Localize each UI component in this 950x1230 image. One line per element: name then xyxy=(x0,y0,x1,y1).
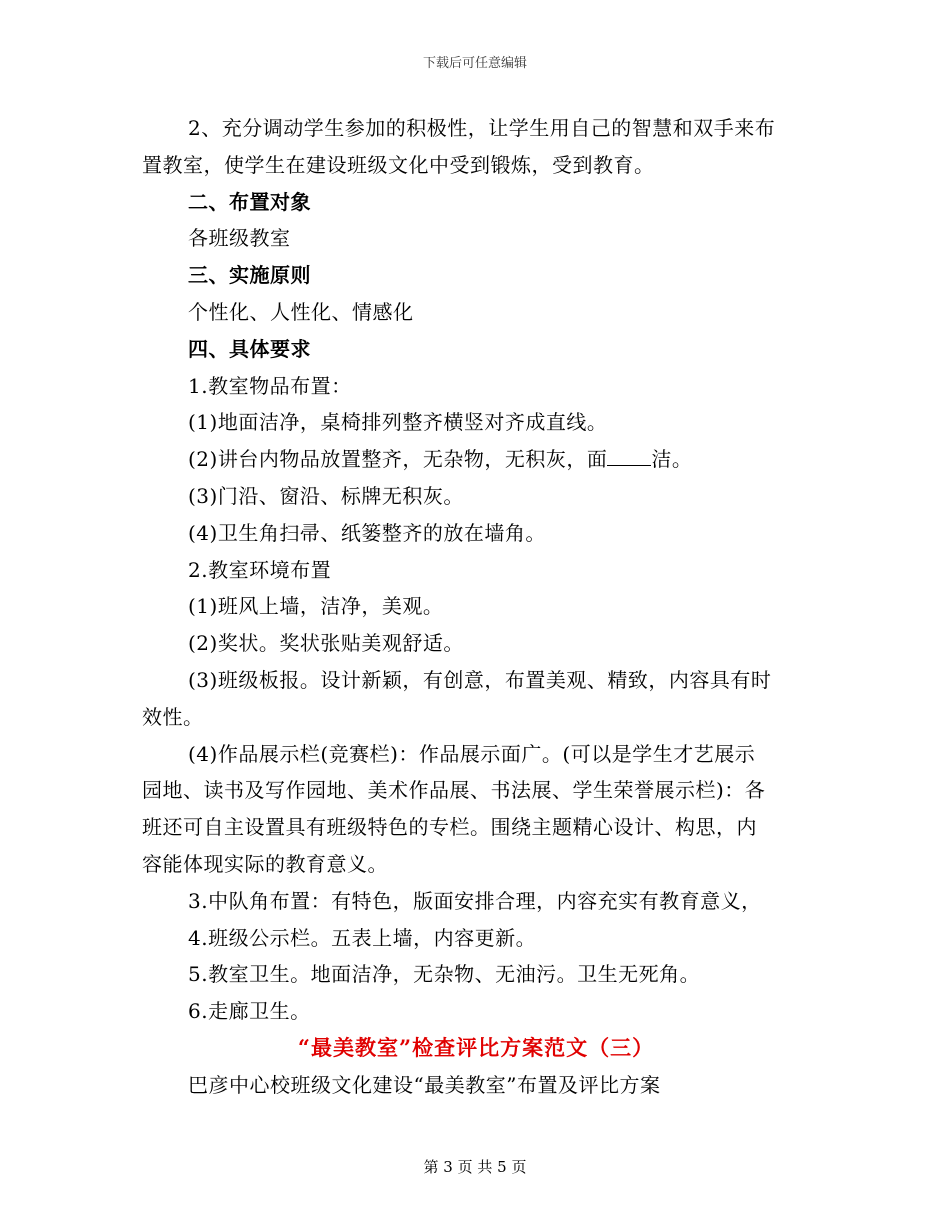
list-item-text: (2)讲台内物品放置整齐，无杂物，无积灰，面 xyxy=(188,447,608,472)
section-heading: 四、具体要求 xyxy=(188,336,311,361)
document-body xyxy=(142,110,810,1104)
document-subtitle: 巴彦中心校班级文化建设“最美教室”布置及评比方案 xyxy=(188,1072,661,1097)
paragraph-line: 各班级教室 xyxy=(188,226,291,251)
list-item: (3)门沿、窗沿、标牌无积灰。 xyxy=(188,483,464,508)
list-item: (3)班级板报。设计新颖，有创意，布置美观、精致，内容具有时 xyxy=(188,667,772,692)
list-item: (2)奖状。奖状张贴美观舒适。 xyxy=(188,631,464,656)
paragraph-line: 置教室，使学生在建设班级文化中受到锻炼，受到教育。 xyxy=(142,152,655,177)
list-item: 6.走廊卫生。 xyxy=(188,999,311,1024)
list-item: 3.中队角布置：有特色，版面安排合理，内容充实有教育意义， xyxy=(188,888,762,913)
list-item-text: 洁。 xyxy=(651,447,693,472)
fill-blank xyxy=(607,445,651,466)
section-heading: 三、实施原则 xyxy=(188,263,311,288)
paragraph-line: 2、充分调动学生参加的积极性，让学生用自己的智慧和双手来布 xyxy=(188,116,776,140)
list-item: 5.教室卫生。地面洁净，无杂物、无油污。卫生无死角。 xyxy=(188,962,701,987)
list-item: (1)地面洁净，桌椅排列整齐横竖对齐成直线。 xyxy=(188,410,608,435)
section-heading: 二、布置对象 xyxy=(188,189,311,214)
list-item: 2.教室环境布置 xyxy=(188,557,332,582)
page-footer: 第 3 页 共 5 页 xyxy=(423,1158,527,1176)
document-title: “最美教室”检查评比方案范文（三） xyxy=(297,1034,655,1060)
list-item: (4)卫生角扫帚、纸篓整齐的放在墙角。 xyxy=(188,520,546,545)
list-item: 效性。 xyxy=(142,704,204,729)
list-item: 4.班级公示栏。五表上墙，内容更新。 xyxy=(188,925,537,950)
list-item xyxy=(142,441,810,478)
list-item: 园地、读书及写作园地、美术作品展、书法展、学生荣誉展示栏)：各 xyxy=(142,778,766,803)
list-item: 班还可自主设置具有班级特色的专栏。围绕主题精心设计、构思，内 xyxy=(142,815,757,840)
list-item: 1.教室物品布置： xyxy=(188,373,352,398)
list-item: (4)作品展示栏(竞赛栏)：作品展示面广。(可以是学生才艺展示 xyxy=(188,741,756,766)
page-header: 下载后可任意编辑 xyxy=(422,56,527,71)
list-item: (1)班风上墙，洁净，美观。 xyxy=(188,594,444,619)
paragraph-line: 个性化、人性化、情感化 xyxy=(188,299,414,324)
list-item: 容能体现实际的教育意义。 xyxy=(142,851,388,876)
